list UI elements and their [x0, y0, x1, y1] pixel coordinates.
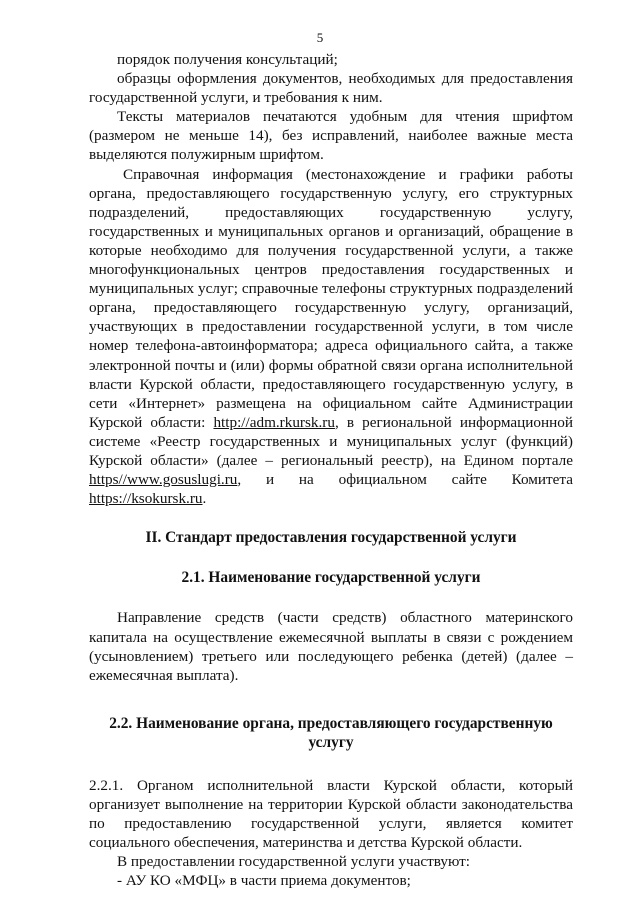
document-body: [89, 50, 573, 891]
paragraph-consultation-order: порядок получения консультаций;: [117, 51, 338, 68]
link-gosuslugi[interactable]: https//www.gosuslugi.ru: [89, 471, 238, 489]
paragraph-font-requirements: Тексты материалов печатаются удобным для чтения шрифтом (размером не меньше 14), без исправлений, наиболее важные места выделяются полужирным шрифтом.: [89, 108, 573, 164]
paragraph-participants-intro: В предоставлении государственной услуги участвуют:: [117, 853, 470, 871]
reference-text-part-4: .: [202, 490, 207, 508]
link-adm-rkursk[interactable]: http://adm.rkursk.ru: [213, 413, 335, 431]
section-heading-standard: II. Стандарт предоставления государственной услуги: [145, 529, 517, 547]
paragraph-document-samples: образцы оформления документов, необходимых для предоставления государственной услуги, и требования к ним.: [89, 70, 573, 107]
reference-text-part-1: Справочная информация (местонахождение и графики работы органа, предоставляющего государственную услугу, его структурных подразделений, предоставляющих государственную услугу, государственных и муниципальных органов и организаций, обращение в которые необходимо для получения государственной услуги, а также многофункциональных центров предоставления государственных и муниципальных услуг; справочные телефоны структурных подразделений органа, предоставляющего государственную услугу, организаций, участвующих в предоставлении государственной услуги, в том числе номер телефона-автоинформатора; адреса официального сайта, а также электронной почты и (или) формы обратной связи органа исполнительной власти Курской области, предоставляющего государственную услугу, в сети «Интернет» размещена на официальном сайте Администрации Курской области:: [89, 165, 573, 431]
paragraph-authority: 2.2.1. Органом исполнительной власти Курской области, который организует выполнение на территории Курской области законодательства по предоставлению государственной услуги, является комитет социального обеспечения, материнства и детства Курской области.: [89, 777, 573, 852]
paragraph-participant-mfc: - АУ КО «МФЦ» в части приема документов;: [117, 872, 411, 890]
link-ksokursk[interactable]: https://ksokursk.ru: [89, 490, 203, 508]
subsection-heading-service-name: 2.1. Наименование государственной услуги: [181, 569, 481, 587]
reference-text-part-2: , в региональной информационной системе «Реестр государственных и муниципальных услуг (функций) Курской области» (далее – региональный реестр), на Едином портале: [89, 413, 573, 469]
reference-text-part-3: , и на официальном сайте Комитета: [237, 471, 573, 489]
page-number: 5: [316, 30, 324, 45]
paragraph-reference-information: [89, 165, 573, 509]
paragraph-service-name: Направление средств (части средств) областного материнского капитала на осуществление ежемесячной выплаты в связи с рождением (усыновлением) третьего или последующего ребенка (детей) (далее – ежемесячная выплата).: [89, 609, 573, 684]
subsection-heading-authority-name: 2.2. Наименование органа, предоставляющего государственную услугу: [109, 714, 553, 751]
